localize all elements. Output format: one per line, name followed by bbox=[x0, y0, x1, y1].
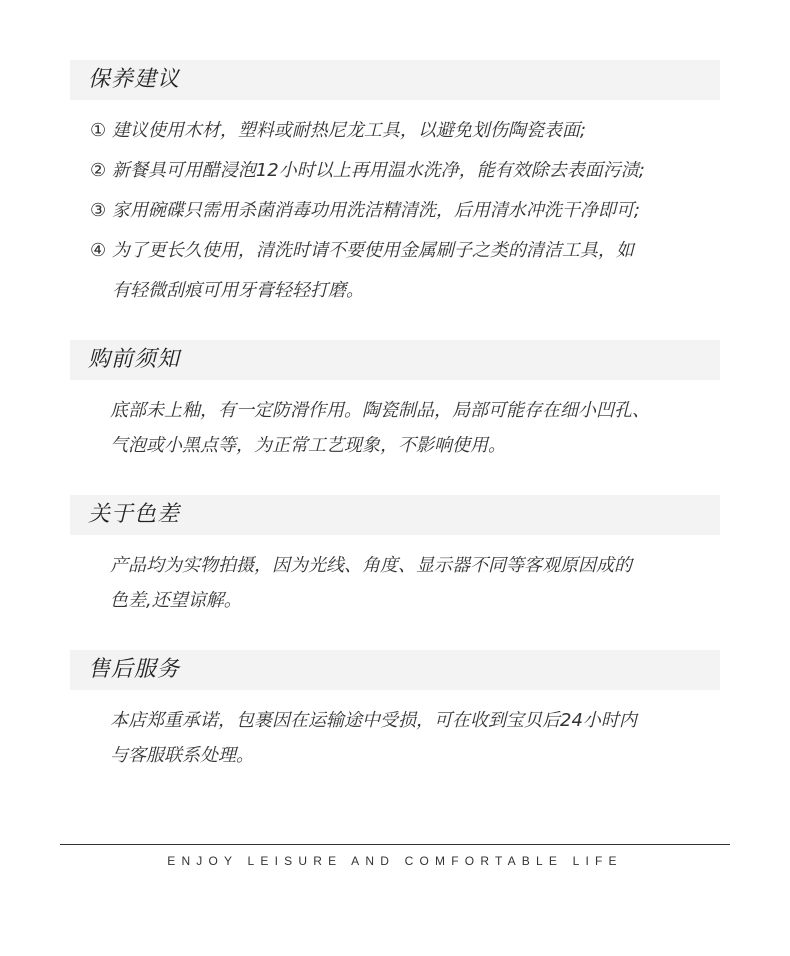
color-line-2: 色差,还望谅解。 bbox=[110, 590, 242, 611]
care-tip-1: ① 建议使用木材，塑料或耐热尼龙工具，以避免划伤陶瓷表面; bbox=[90, 120, 586, 141]
footer-slogan: ENJOY LEISURE AND COMFORTABLE LIFE bbox=[167, 854, 623, 868]
care-tip-4-cont: 有轻微刮痕可用牙膏轻轻打磨。 bbox=[112, 280, 364, 301]
section-title-color: 关于色差 bbox=[70, 495, 720, 535]
section-title-notice: 购前须知 bbox=[70, 340, 720, 380]
service-line-1: 本店郑重承诺，包裹因在运输途中受损，可在收到宝贝后24小时内 bbox=[110, 710, 637, 731]
color-line-1: 产品均为实物拍摄，因为光线、角度、显示器不同等客观原因成的 bbox=[110, 555, 632, 576]
footer-divider bbox=[60, 844, 730, 845]
care-tip-2: ② 新餐具可用醋浸泡12小时以上再用温水洗净，能有效除去表面污渍; bbox=[90, 160, 645, 181]
service-line-2: 与客服联系处理。 bbox=[110, 745, 254, 766]
care-tip-4: ④ 为了更长久使用，清洗时请不要使用金属刷子之类的清洁工具，如 bbox=[90, 240, 634, 261]
notice-line-1: 底部未上釉，有一定防滑作用。陶瓷制品，局部可能存在细小凹孔、 bbox=[110, 400, 650, 421]
section-title-service: 售后服务 bbox=[70, 650, 720, 690]
notice-line-2: 气泡或小黑点等，为正常工艺现象，不影响使用。 bbox=[110, 435, 506, 456]
section-title-care: 保养建议 bbox=[70, 60, 720, 100]
care-tip-3: ③ 家用碗碟只需用杀菌消毒功用洗洁精清洗，后用清水冲洗干净即可; bbox=[90, 200, 640, 221]
